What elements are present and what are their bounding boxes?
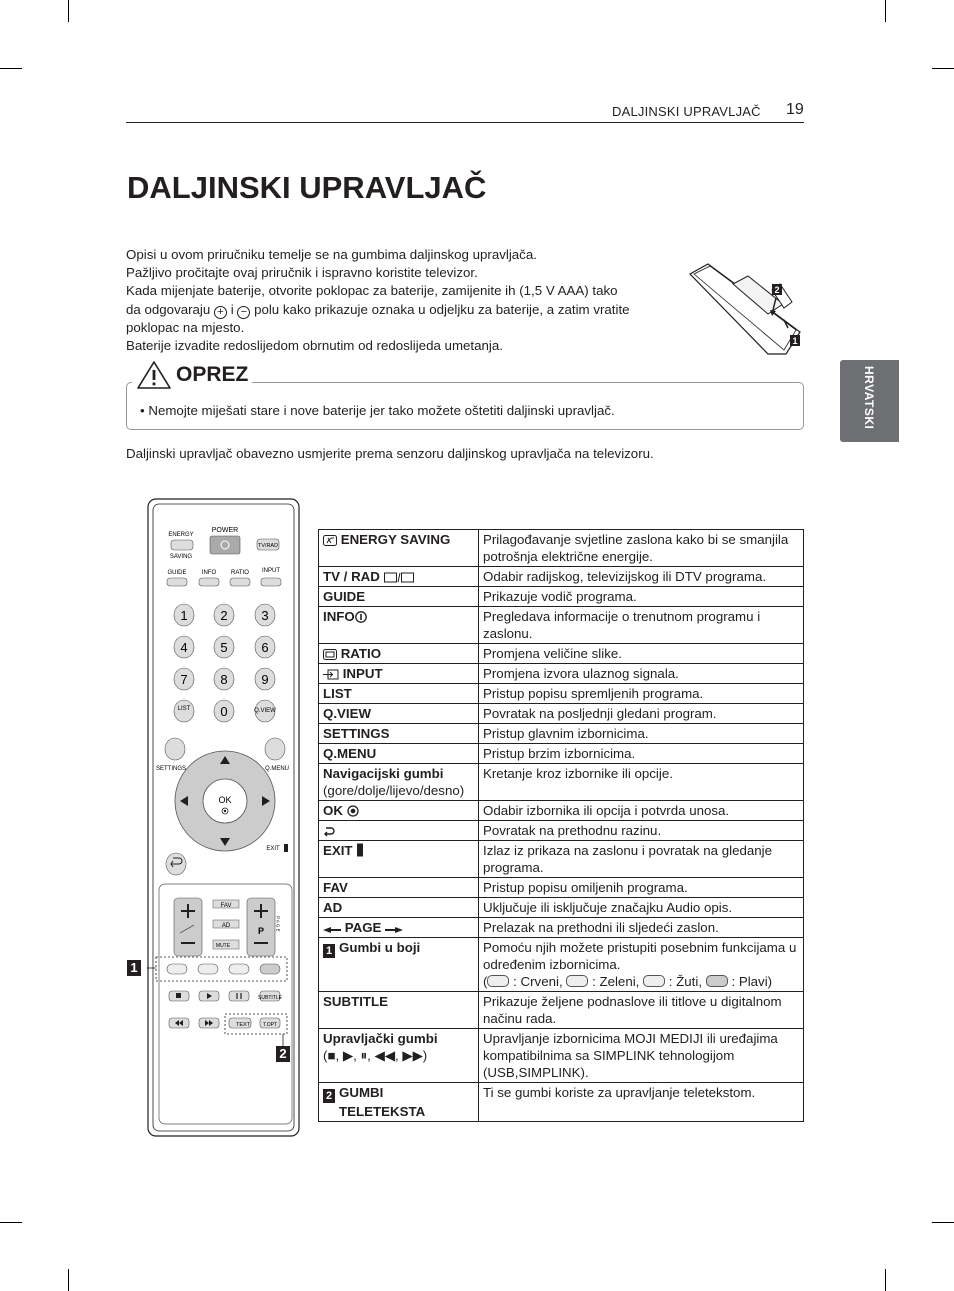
description-cell: [479, 684, 804, 704]
key-label: TV / RAD: [323, 569, 380, 584]
table-row: [319, 1029, 804, 1083]
tvrad-label: TV/RAD: [257, 543, 279, 549]
text-label: TEXT: [235, 1022, 251, 1028]
energy-saving-icon: [323, 535, 337, 546]
list-label: LIST: [177, 706, 191, 712]
table-row: [319, 821, 804, 841]
description-cell: [479, 607, 804, 644]
callout-2: 2: [276, 1046, 290, 1062]
fav-label: FAV: [220, 903, 232, 909]
description-text: Promjena izvora ulaznog signala.: [483, 666, 679, 681]
key-label: AD: [323, 900, 343, 915]
key-cell: [319, 878, 479, 898]
table-row: [319, 992, 804, 1029]
key-label: Gumbi u boji: [339, 940, 421, 955]
back-icon: [323, 826, 335, 837]
description-text: Pregledava informacije o trenutnom programu i zaslonu.: [483, 609, 761, 641]
settings-label: SETTINGS: [155, 766, 187, 772]
key-label: Navigacijski gumbi: [323, 766, 444, 781]
green-button-icon: [566, 975, 588, 987]
key-label: SUBTITLE: [323, 994, 389, 1009]
digit-label: 4: [180, 640, 188, 655]
running-header: DALJINSKI UPRAVLJAČ: [612, 104, 761, 119]
remote-function-table: [318, 529, 804, 1122]
table-row: [319, 918, 804, 938]
description-cell: [479, 567, 804, 587]
description-text: Upravljanje izbornicima MOJI MEDIJI ili uređajima kompatibilnima sa SIMPLINK tehnologijom (USB,SIMPLINK).: [483, 1031, 778, 1080]
description-cell: [479, 664, 804, 684]
key-cell: [319, 918, 479, 938]
description-cell: [479, 587, 804, 607]
blue-button-icon: [706, 975, 728, 987]
power-label: POWER: [211, 527, 239, 534]
yellow-button-icon: [643, 975, 665, 987]
key-label: OK: [323, 803, 343, 818]
digit-label: 9: [261, 672, 269, 687]
description-text: Pomoću njih možete pristupiti posebnim funkcijama u određenim izbornicima.: [483, 940, 797, 972]
ratio-icon: [323, 649, 337, 660]
remote-control-illustration: [147, 498, 302, 1138]
description-cell: [479, 744, 804, 764]
key-label-line2: TELETEKSTA: [339, 1104, 426, 1119]
warning-triangle-icon: [136, 360, 172, 390]
table-row: [319, 878, 804, 898]
page-number: 19: [786, 101, 804, 118]
key-sublabel: (■, ▶, ⏸, ◀◀, ▶▶): [323, 1048, 428, 1063]
table-row: [319, 898, 804, 918]
description-text: Odabir radijskog, televizijskog ili DTV programa.: [483, 569, 767, 584]
key-sublabel: (gore/dolje/lijevo/desno): [323, 783, 465, 798]
description-text: Pristup popisu spremljenih programa.: [483, 686, 704, 701]
topt-label: T.OPT: [262, 1022, 278, 1028]
description-cell: [479, 992, 804, 1029]
ratio-label: RATIO: [231, 570, 249, 576]
key-label: EXIT: [323, 843, 353, 858]
key-label: Q.MENU: [323, 746, 377, 761]
qmenu-label: Q.MENU: [265, 766, 289, 772]
caution-title: OPREZ: [176, 363, 249, 386]
saving-label: SAVING: [169, 554, 193, 560]
energy-label: ENERGY: [168, 532, 194, 538]
key-cell: [319, 530, 479, 567]
table-row: [319, 744, 804, 764]
table-row: [319, 567, 804, 587]
key-cell: [319, 898, 479, 918]
intro-line: poklopac na mjesto.: [126, 319, 245, 335]
p-label: P: [257, 926, 265, 936]
description-cell: [479, 841, 804, 878]
description-cell: [479, 821, 804, 841]
key-cell: [319, 1083, 479, 1122]
crop-mark: [0, 1222, 22, 1223]
key-label: GUIDE: [323, 589, 366, 604]
digit-label: 3: [261, 608, 269, 623]
key-cell: [319, 567, 479, 587]
intro-line: Baterije izvadite redoslijedom obrnutim od redoslijeda umetanja.: [126, 338, 503, 354]
description-cell: [479, 704, 804, 724]
info-label: INFO: [201, 570, 217, 576]
exit-label: EXIT: [266, 846, 280, 852]
exit-icon: [356, 843, 364, 857]
callout-badge: 2: [323, 1089, 335, 1103]
key-cell: [319, 992, 479, 1029]
description-text: Kretanje kroz izbornike ili opcije.: [483, 766, 673, 781]
callout-1: 1: [127, 960, 141, 976]
description-cell: [479, 1029, 804, 1083]
input-label: INPUT: [262, 568, 280, 574]
table-row: [319, 938, 804, 992]
description-cell: [479, 724, 804, 744]
key-cell: [319, 704, 479, 724]
key-cell: [319, 801, 479, 821]
key-cell: [319, 684, 479, 704]
table-row: [319, 644, 804, 664]
description-text: Izlaz iz prikaza na zaslonu i povratak na gledanje programa.: [483, 843, 773, 875]
intro-line: da odgovaraju + i − polu kako prikazuje oznaka u odjeljku za baterije, a zatim vratite: [126, 301, 630, 318]
key-cell: [319, 644, 479, 664]
pointing-note: Daljinski upravljač obavezno usmjerite prema senzoru daljinskog upravljača na televizoru.: [126, 446, 654, 461]
description-text: Pristup glavnim izbornicima.: [483, 726, 649, 741]
caution-text: • Nemojte miješati stare i nove baterije jer tako možete oštetiti daljinski upravljač.: [140, 403, 615, 418]
key-cell: [319, 724, 479, 744]
table-row: [319, 1083, 804, 1122]
minus-icon: −: [237, 306, 250, 319]
digit-label: 5: [220, 640, 228, 655]
intro-line: Pažljivo pročitajte ovaj priručnik i ispravno koristite televizor.: [126, 265, 478, 281]
digit-label: 1: [180, 608, 188, 623]
key-cell: [319, 938, 479, 992]
key-label: INFO: [323, 609, 355, 624]
digit-label: 2: [220, 608, 228, 623]
table-row: [319, 607, 804, 644]
ok-icon: [347, 805, 359, 817]
table-row: [319, 704, 804, 724]
red-button-icon: [487, 975, 509, 987]
callout-badge: 1: [323, 944, 335, 958]
crop-mark: [885, 0, 886, 22]
key-label: INPUT: [342, 666, 383, 681]
key-label: PAGE: [344, 920, 382, 935]
table-row: [319, 841, 804, 878]
description-text: Povratak na prethodnu razinu.: [483, 823, 662, 838]
key-label: FAV: [323, 880, 348, 895]
input-icon: [323, 669, 339, 680]
table-row: [319, 664, 804, 684]
crop-mark: [68, 1269, 69, 1291]
language-tab: HRVATSKI: [840, 360, 899, 442]
ad-label: AD: [221, 923, 231, 929]
subtitle-label: SUBTITLE: [258, 995, 282, 1001]
description-text: Odabir izbornika ili opcija i potvrda unosa.: [483, 803, 730, 818]
page-left-icon: [323, 926, 341, 934]
description-text: Pristup brzim izbornicima.: [483, 746, 636, 761]
key-cell: [319, 1029, 479, 1083]
caution-heading: [132, 360, 252, 390]
description-cell: [479, 878, 804, 898]
battery-step-2: 2: [774, 285, 780, 295]
key-label: ENERGY SAVING: [340, 532, 451, 547]
description-text: Prelazak na prethodni ili sljedeći zaslon.: [483, 920, 719, 935]
table-row: [319, 801, 804, 821]
description-text: Uključuje ili isključuje značajku Audio opis.: [483, 900, 733, 915]
digit-label: 8: [220, 672, 228, 687]
crop-mark: [932, 68, 954, 69]
description-text: Prilagođavanje svjetline zaslona kako bi se smanjila potrošnja električne energije.: [483, 532, 789, 564]
digit-label: 7: [180, 672, 188, 687]
intro-line: Kada mijenjate baterije, otvorite poklopac za baterije, zamijenite ih (1,5 V AAA) tako: [126, 283, 618, 299]
key-cell: [319, 664, 479, 684]
tv-radio-icon: [384, 572, 414, 583]
qview-label: Q.VIEW: [254, 708, 276, 714]
key-label: RATIO: [340, 646, 382, 661]
description-cell: Pomoću njih možete pristupiti posebnim funkcijama u određenim izbornicima. ( : Crveni, : Zeleni, : Žuti, : Plavi): [479, 938, 804, 992]
key-cell: [319, 744, 479, 764]
description-cell: [479, 898, 804, 918]
key-label: LIST: [323, 686, 352, 701]
description-cell: [479, 644, 804, 664]
table-row: [319, 587, 804, 607]
table-row: [319, 684, 804, 704]
key-cell: [319, 821, 479, 841]
table-row: [319, 764, 804, 801]
header-rule: [126, 122, 804, 123]
key-cell: [319, 764, 479, 801]
table-row: [319, 530, 804, 567]
mute-label: MUTE: [215, 943, 231, 949]
key-label: Upravljački gumbi: [323, 1031, 438, 1046]
description-text: Pristup popisu omiljenih programa.: [483, 880, 688, 895]
page-title: DALJINSKI UPRAVLJAČ: [127, 170, 487, 205]
digit-label: 6: [261, 640, 269, 655]
crop-mark: [0, 68, 22, 69]
description-cell: [479, 764, 804, 801]
description-text: Prikazuje vodič programa.: [483, 589, 637, 604]
crop-mark: [885, 1269, 886, 1291]
key-label: Q.VIEW: [323, 706, 372, 721]
description-text: Ti se gumbi koriste za upravljanje teletekstom.: [483, 1085, 756, 1100]
intro-line: Opisi u ovom priručniku temelje se na gumbima daljinskog upravljača.: [126, 247, 537, 262]
ok-label: OK: [218, 795, 232, 805]
page-label: P A G E: [275, 916, 281, 932]
description-cell: [479, 918, 804, 938]
key-cell: [319, 607, 479, 644]
crop-mark: [68, 0, 69, 22]
description-text: Povratak na posljednji gledani program.: [483, 706, 717, 721]
description-cell: [479, 801, 804, 821]
guide-label: GUIDE: [167, 570, 187, 576]
table-row: [319, 724, 804, 744]
plus-icon: +: [214, 306, 227, 319]
key-label: SETTINGS: [323, 726, 390, 741]
key-label: GUMBI: [339, 1085, 384, 1100]
description-text: Promjena veličine slike.: [483, 646, 622, 661]
digit-label: 0: [220, 704, 228, 719]
description-text: Prikazuje željene podnaslove ili titlove u digitalnom načinu rada.: [483, 994, 782, 1026]
key-cell: [319, 587, 479, 607]
description-cell: [479, 1083, 804, 1122]
intro-text: [126, 246, 676, 355]
battery-step-1: 1: [792, 336, 798, 346]
battery-cover-illustration: [688, 262, 808, 357]
key-cell: [319, 841, 479, 878]
description-cell: [479, 530, 804, 567]
crop-mark: [932, 1222, 954, 1223]
info-icon: [355, 611, 367, 623]
page-right-icon: [385, 926, 403, 934]
